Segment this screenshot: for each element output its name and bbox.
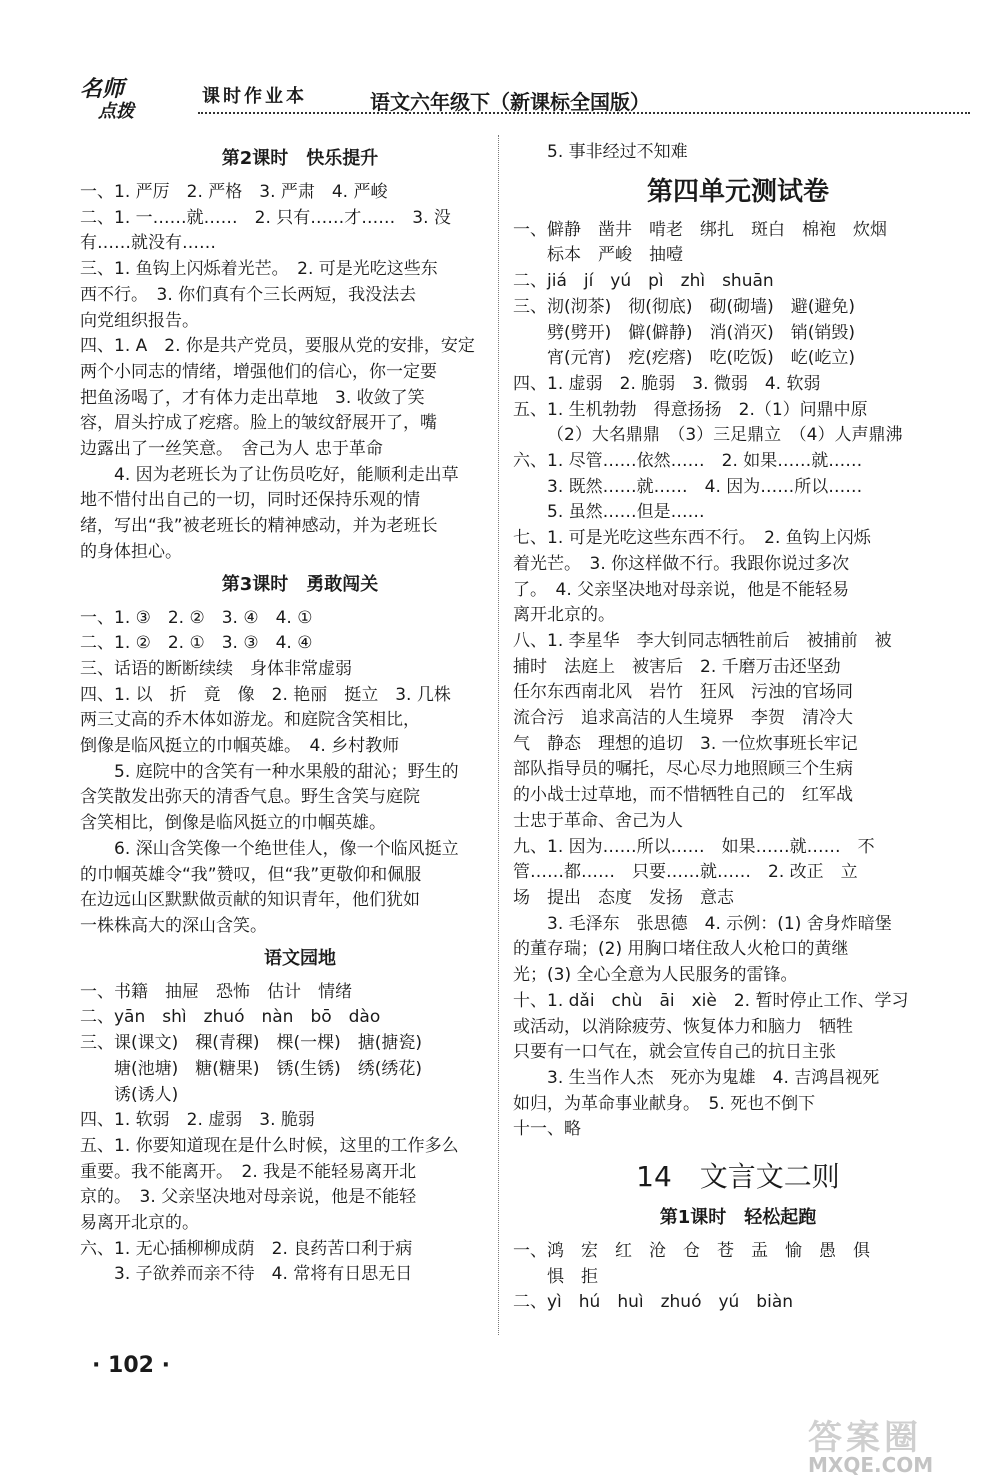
answer-line: 了。 4. 父亲坚决地对母亲说，他是不能轻易 (513, 579, 850, 600)
answer-line: 二、1. ② 2. ① 3. ③ 4. ④ (80, 633, 313, 654)
answer-line: 含笑相比，倒像是临风挺立的巾帼英雄。 (80, 813, 386, 834)
answer-line: 四、1. 以 折 竟 像 2. 艳丽 挺立 3. 几株 (80, 684, 451, 705)
page-number: · 102 · (92, 1353, 170, 1378)
page-header (80, 62, 970, 132)
answer-line: 四、1. 虚弱 2. 脆弱 3. 微弱 4. 软弱 (513, 373, 821, 394)
answer-line: 诱(诱人) (114, 1084, 179, 1105)
series-title: 课时作业本 (202, 86, 307, 107)
answer-line: 西不行。 3. 你们真有个三长两短，我没法去 (80, 284, 417, 305)
answer-line: 着光芒。 3. 你这样做不行。我跟你说过多次 (513, 553, 850, 574)
answer-line: 在边远山区默默做贡献的知识青年，他们犹如 (80, 890, 420, 911)
answer-line: 一、僻静 凿井 啃老 绑扎 斑白 棉袍 炊烟 (513, 219, 887, 240)
right-column (513, 140, 963, 1316)
watermark-logo: 答案圈 (808, 1418, 922, 1458)
answer-line: 宵(元宵) 疙(疙瘩) 吃(吃饭) 屹(屹立) (547, 348, 856, 369)
answer-line: （2）大名鼎鼎 （3）三足鼎立 （4）人声鼎沸 (547, 425, 903, 446)
section-title: 第1课时 轻松起跑 (659, 1207, 817, 1229)
watermark (808, 1410, 978, 1477)
answer-line: 的身体担心。 (80, 541, 182, 562)
answer-line: 流合污 追求高洁的人生境界 李贺 清冷大 (513, 708, 853, 729)
answer-line: 二、1. 一……就…… 2. 只有……才…… 3. 没 (80, 207, 451, 228)
answer-line: 二、jiá jí yú pì zhì shuān (513, 271, 774, 292)
answer-line: 六、1. 无心插柳柳成荫 2. 良药苦口利于病 (80, 1238, 413, 1259)
answer-line: 场 提出 态度 发扬 意志 (513, 887, 734, 908)
answer-line: 把鱼汤喝了，才有体力走出草地 3. 收敛了笑 (80, 387, 425, 408)
answer-line: 3. 既然……就…… 4. 因为……所以…… (547, 476, 863, 497)
answer-line: 劈(劈开) 僻(僻静) 消(消灭) 销(销毁) (547, 322, 856, 343)
answer-line: 一、书籍 抽屉 恐怖 估计 情绪 (80, 981, 352, 1002)
answer-line: 的董存瑞；(2) 用胸口堵住敌人火枪口的黄继 (513, 939, 849, 960)
answer-line: 三、沏(沏茶) 彻(彻底) 砌(砌墙) 避(避免) (513, 296, 856, 317)
answer-line: 一、1. ③ 2. ② 3. ④ 4. ① (80, 607, 313, 628)
answer-line: 十、1. dǎi chù āi xiè 2. 暂时停止工作、学习 (513, 990, 909, 1011)
answer-line: 八、1. 李星华 李大钊同志牺牲前后 被捕前 被 (513, 630, 892, 651)
lesson-title: 14 文言文二则 (636, 1160, 840, 1194)
logo-line-1: 名师 (80, 76, 125, 102)
answer-line: 京的。 3. 父亲坚决地对母亲说，他是不能轻 (80, 1187, 417, 1208)
answer-line: 3. 生当作人杰 死亦为鬼雄 4. 吉鸿昌视死 (547, 1067, 880, 1088)
answer-line: 六、1. 尽管……依然…… 2. 如果……就…… (513, 451, 863, 472)
answer-line: 十一、略 (513, 1119, 581, 1140)
answer-line: 有……就没有…… (80, 233, 216, 254)
section-title: 语文园地 (264, 947, 336, 969)
left-column (80, 140, 520, 1288)
answer-line: 二、yì hú huì zhuó yú biàn (513, 1292, 794, 1313)
answer-line: 5. 庭院中的含笑有一种水果般的甜沁；野生的 (114, 761, 459, 782)
answer-line: 七、1. 可是光吃这些东西不行。 2. 鱼钩上闪烁 (513, 528, 871, 549)
answer-line: 三、1. 鱼钩上闪烁着光芒。 2. 可是光吃这些东 (80, 259, 438, 280)
answer-line: 四、1. A 2. 你是共产党员，要服从党的安排，安定 (80, 336, 475, 357)
header-dotted-rule (198, 112, 970, 114)
answer-line: 两三丈高的乔木体如游龙。和庭院含笑相比， (80, 710, 420, 731)
answer-line: 绪，写出“我”被老班长的精神感动，并为老班长 (80, 516, 438, 537)
answer-line: 3. 子欲养而亲不待 4. 常将有日思无日 (114, 1264, 413, 1285)
answer-line: 标本 严峻 抽噎 (547, 245, 683, 266)
brand-logo (80, 72, 134, 123)
answer-line: 捕时 法庭上 被害后 2. 千磨万击还坚劲 (513, 656, 841, 677)
answer-line: 倒像是临风挺立的巾帼英雄。 4. 乡村教师 (80, 736, 400, 757)
answer-line: 三、话语的断断续续 身体非常虚弱 (80, 658, 352, 679)
book-title: 语文六年级下（新课标全国版） (370, 90, 650, 114)
answer-line: 九、1. 因为……所以…… 如果……就…… 不 (513, 836, 875, 857)
answer-line: 含笑散发出弥天的清香气息。野生含笑与庭院 (80, 787, 420, 808)
answer-line: 重要。我不能离开。 2. 我是不能轻易离开北 (80, 1161, 417, 1182)
answer-line: 光；(3) 全心全意为人民服务的雷锋。 (513, 965, 798, 986)
answer-line: 4. 因为老班长为了让伤员吃好，能顺利走出草 (114, 464, 459, 485)
section-title: 第2课时 快乐提升 (221, 148, 379, 169)
answer-line: 三、课(课文) 稞(青稞) 棵(一棵) 搪(搪瓷) (80, 1033, 423, 1054)
answer-line: 一、1. 严厉 2. 严格 3. 严肃 4. 严峻 (80, 182, 388, 202)
answer-line: 一株株高大的深山含笑。 (80, 915, 267, 936)
answer-line: 管……都…… 只要……就…… 2. 改正 立 (513, 862, 858, 883)
answer-line: 边露出了一丝笑意。 舍己为人 忠于革命 (80, 439, 383, 460)
answer-line: 气 静态 理想的追切 3. 一位炊事班长牢记 (513, 733, 858, 754)
answer-line: 惧 拒 (547, 1266, 598, 1287)
watermark-url: MXQE.COM (808, 1453, 934, 1477)
section-title: 第3课时 勇敢闯关 (221, 573, 379, 595)
answer-line: 易离开北京的。 (80, 1213, 199, 1234)
logo-line-2: 点拨 (98, 101, 134, 122)
answer-line: 的小战士过草地，而不惜牺牲自己的 红军战 (513, 785, 853, 806)
answer-line: 或活动，以消除疲劳、恢复体力和脑力 牺牲 (513, 1016, 853, 1037)
answer-line: 塘(池塘) 糖(糖果) 锈(生锈) 绣(绣花) (114, 1058, 423, 1079)
answer-line: 只要有一口气在，就会宣传自己的抗日主张 (513, 1042, 836, 1063)
answer-line: 地不惜付出自己的一切，同时还保持乐观的情 (80, 490, 420, 511)
answer-line: 的巾帼英雄令“我”赞叹，但“我”更敬仰和佩服 (80, 864, 422, 885)
answer-line: 两个小同志的情绪，增强他们的信心，你一定要 (80, 361, 437, 382)
answer-line: 二、yān shì zhuó nàn bō dào (80, 1007, 381, 1028)
answer-line: 任尔东西南北风 岩竹 狂风 污浊的官场同 (513, 682, 853, 703)
answer-line: 如归，为革命事业献身。 5. 死也不倒下 (513, 1093, 816, 1114)
answer-line: 一、鸿 宏 红 沧 仓 苍 盂 愉 愚 俱 (513, 1241, 870, 1262)
unit-test-title: 第四单元测试卷 (646, 176, 829, 207)
answer-line: 四、1. 软弱 2. 虚弱 3. 脆弱 (80, 1110, 315, 1131)
answer-line: 部队指导员的嘱托，尽心尽力地照顾三个生病 (513, 759, 853, 780)
answer-line: 容，眉头拧成了疙瘩。脸上的皱纹舒展开了，嘴 (80, 413, 437, 434)
answer-line: 5. 虽然……但是…… (547, 502, 705, 523)
answer-line: 6. 深山含笑像一个绝世佳人，像一个临风挺立 (114, 838, 459, 859)
answer-line: 离开北京的。 (513, 605, 615, 626)
answer-line: 向党组织报告。 (80, 310, 199, 331)
answer-line: 五、1. 你要知道现在是什么时候，这里的工作多么 (80, 1135, 459, 1156)
answer-line: 五、1. 生机勃勃 得意扬扬 2.（1）问鼎中原 (513, 399, 868, 420)
answer-line: 5. 事非经过不知难 (547, 142, 688, 162)
answer-line: 3. 毛泽东 张思德 4. 示例：(1) 舍身炸暗堡 (547, 913, 892, 934)
answer-line: 士忠于革命、舍己为人 (513, 810, 683, 831)
